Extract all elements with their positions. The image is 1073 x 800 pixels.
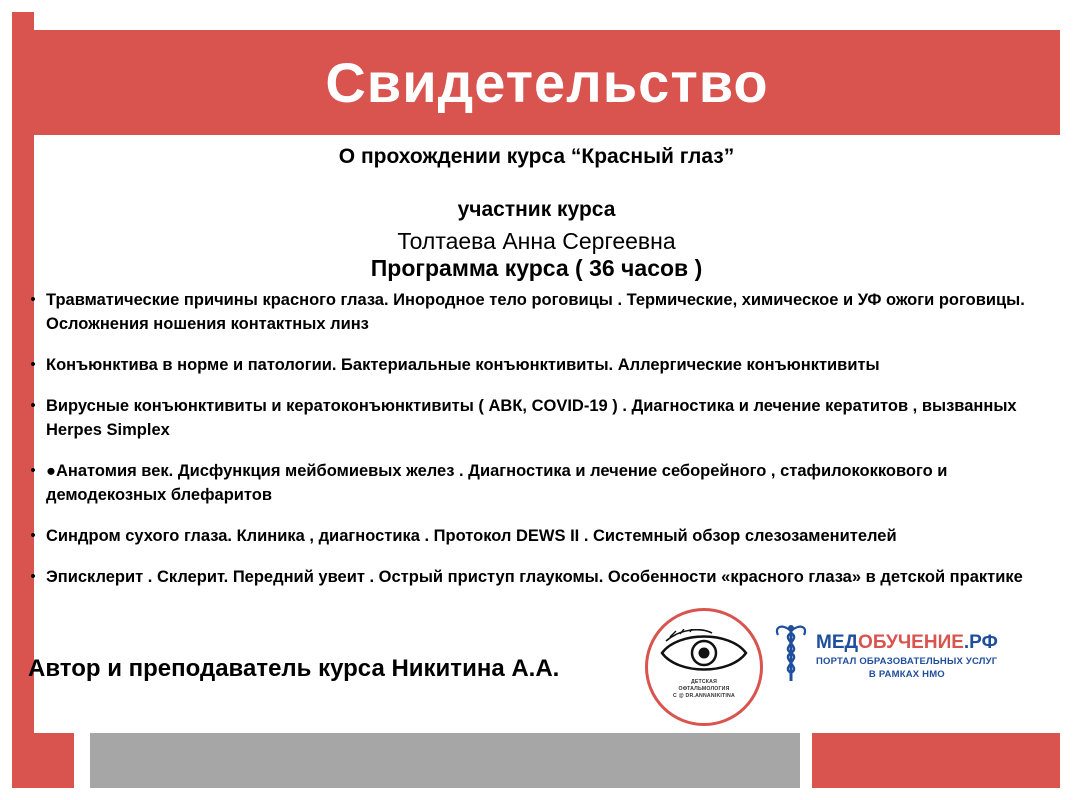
participant-name: Толтаева Анна Сергеевна xyxy=(397,228,676,254)
bullet-icon: • xyxy=(30,356,36,373)
bullet-icon: • xyxy=(30,291,36,308)
list-item-text: ●Анатомия век. Дисфункция мейбомиевых желез . Диагностика и лечение себорейного , стафилококкового и демодекозных блефаритов xyxy=(46,462,948,504)
medobuchenie-logo xyxy=(768,612,1016,700)
eye-logo-caption-line1: ДЕТСКАЯ xyxy=(690,679,718,685)
author-line: Автор и преподаватель курса Никитина А.А. xyxy=(28,655,560,682)
brand-mid: ОБУЧЕНИЕ xyxy=(858,631,964,653)
list-item xyxy=(20,565,1055,589)
eye-icon xyxy=(660,629,748,677)
list-item xyxy=(20,288,1055,336)
list-item xyxy=(20,353,1055,377)
header-band xyxy=(34,30,1060,135)
medobuchenie-subtitle-2: В РАМКАХ НМО xyxy=(868,668,945,680)
program-list xyxy=(20,288,1055,606)
medobuchenie-subtitle-1: ПОРТАЛ ОБРАЗОВАТЕЛЬНЫХ УСЛУГ xyxy=(816,655,998,667)
eye-logo xyxy=(645,608,763,726)
footer-accent-left xyxy=(12,733,74,788)
bullet-icon: • xyxy=(30,462,36,479)
list-item-text: Вирусные конъюнктивиты и кератоконъюнктивиты ( АВК, COVID-19 ) . Диагностика и лечение кератитов , вызванных Herpes Simplex xyxy=(46,397,1017,439)
footer-gray-bar xyxy=(90,733,800,788)
list-item-text: Конъюнктива в норме и патологии. Бактериальные конъюнктивиты. Аллергические конъюнктивиты xyxy=(46,356,880,374)
bullet-icon: • xyxy=(30,527,36,544)
eye-logo-caption xyxy=(648,679,760,700)
list-item xyxy=(20,459,1055,507)
eye-logo-caption-line3: С @ DR.ANNANIKITINA xyxy=(673,693,735,699)
brand-suffix: .РФ xyxy=(963,631,998,653)
list-item-text: Синдром сухого глаза. Клиника , диагностика . Протокол DEWS II . Системный обзор слезозаменителей xyxy=(46,527,897,545)
bullet-icon: • xyxy=(30,568,36,585)
bullet-icon: • xyxy=(30,397,36,414)
participant-label: участник курса xyxy=(457,198,616,221)
certificate-subtitle: О прохождении курса “Красный глаз” xyxy=(338,145,735,168)
footer-accent-right xyxy=(812,733,1060,788)
list-item-text: Травматические причины красного глаза. Инородное тело роговицы . Термические, химическое и УФ ожоги роговицы. Осложнения ношения контактных линз xyxy=(46,291,1025,333)
eye-logo-caption-line2: ОФТАЛЬМОЛОГИЯ xyxy=(678,686,730,692)
page-title: Свидетельство xyxy=(325,50,769,114)
program-title: Программа курса ( 36 часов ) xyxy=(370,255,703,281)
caduceus-icon xyxy=(768,623,814,690)
medobuchenie-text xyxy=(814,633,998,680)
list-item-text: Эписклерит . Склерит. Передний увеит . Острый приступ глаукомы. Особенности «красного глаза» в детской практике xyxy=(46,568,1023,586)
list-item xyxy=(20,394,1055,442)
medobuchenie-brand xyxy=(816,633,998,653)
list-item xyxy=(20,524,1055,548)
brand-prefix: МЕД xyxy=(816,631,859,653)
